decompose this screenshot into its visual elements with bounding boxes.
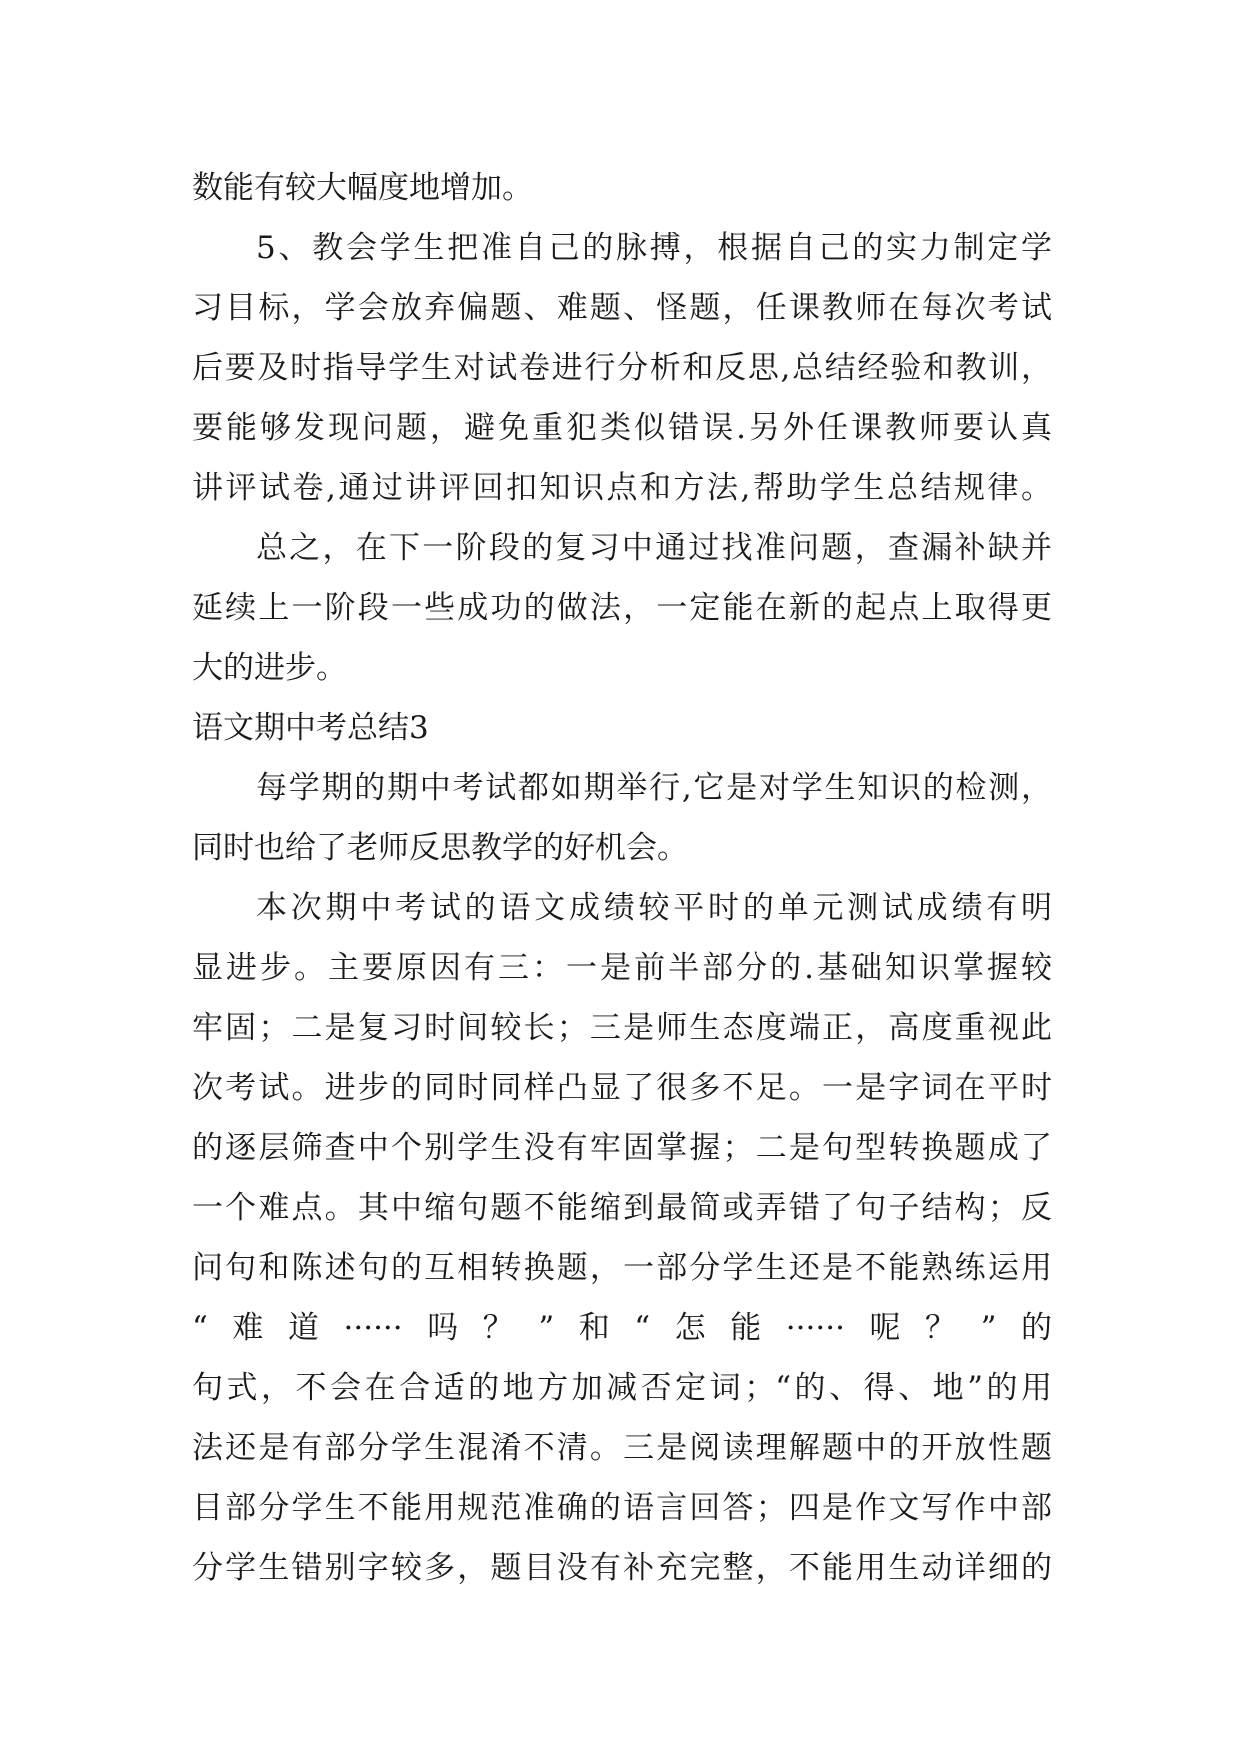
paragraph-line: 问句和陈述句的互相转换题，一部分学生还是不能熟练运用 — [192, 1250, 1052, 1286]
paragraph-line: 的逐层筛查中个别学生没有牢固掌握；二是句型转换题成了 — [192, 1130, 1052, 1166]
paragraph-line: 同时也给了老师反思教学的好机会。 — [192, 830, 688, 866]
paragraph-line: 一个难点。其中缩句题不能缩到最简或弄错了句子结构；反 — [192, 1190, 1052, 1226]
paragraph-line: 次考试。进步的同时同样凸显了很多不足。一是字词在平时 — [192, 1070, 1052, 1106]
paragraph-line: 要能够发现问题，避免重犯类似错误.另外任课教师要认真 — [192, 410, 1052, 446]
paragraph-line: 每学期的期中考试都如期举行,它是对学生知识的检测， — [256, 770, 1052, 806]
paragraph-line: 牢固；二是复习时间较长；三是师生态度端正，高度重视此 — [192, 1010, 1052, 1046]
paragraph-line: 本次期中考试的语文成绩较平时的单元测试成绩有明 — [256, 890, 1052, 926]
paragraph-line: 5、教会学生把准自己的脉搏，根据自己的实力制定学 — [256, 230, 1052, 266]
paragraph-line: 显进步。主要原因有三：一是前半部分的.基础知识掌握较 — [192, 950, 1052, 986]
paragraph-line: 目部分学生不能用规范准确的语言回答；四是作文写作中部 — [192, 1490, 1052, 1526]
paragraph-line: 后要及时指导学生对试卷进行分析和反思,总结经验和教训， — [192, 350, 1052, 386]
paragraph-line: 句式，不会在合适的地方加减否定词；“的、得、地”的用 — [192, 1370, 1052, 1406]
paragraph-line: 分学生错别字较多，题目没有补充完整，不能用生动详细的 — [192, 1550, 1052, 1586]
paragraph-line: 法还是有部分学生混淆不清。三是阅读理解题中的开放性题 — [192, 1430, 1052, 1466]
paragraph-line: 习目标，学会放弃偏题、难题、怪题，任课教师在每次考试 — [192, 290, 1052, 326]
paragraph-line: “难道······吗？”和“怎能······呢？”的 — [192, 1310, 1052, 1346]
paragraph-line: 总之，在下一阶段的复习中通过找准问题，查漏补缺并 — [256, 530, 1052, 566]
paragraph-line: 数能有较大幅度地增加。 — [192, 170, 533, 206]
section-heading: 语文期中考总结3 — [192, 710, 429, 746]
paragraph-line: 讲评试卷,通过讲评回扣知识点和方法,帮助学生总结规律。 — [192, 470, 1052, 506]
paragraph-line: 大的进步。 — [192, 650, 347, 686]
paragraph-line: 延续上一阶段一些成功的做法，一定能在新的起点上取得更 — [192, 590, 1052, 626]
